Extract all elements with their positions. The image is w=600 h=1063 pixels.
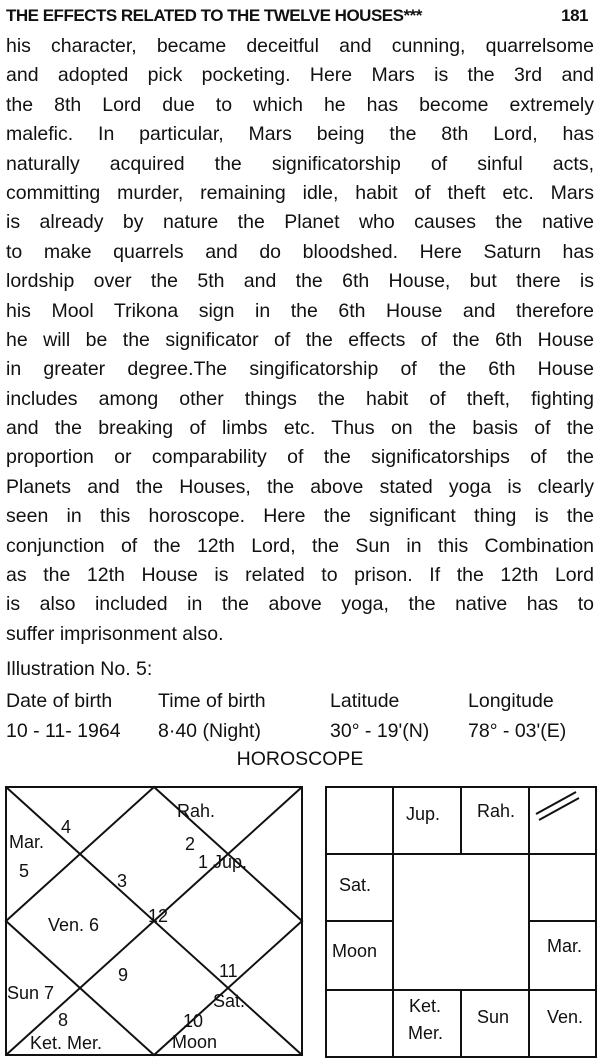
label-mar: Mar. <box>9 832 45 852</box>
paragraph-line: his Mool Trikona sign in the 6th House and therefore <box>6 299 594 322</box>
birth-data-values <box>6 720 596 746</box>
paragraph-line: in greater degree.The singificatorship of the 6th House <box>6 358 594 381</box>
running-header <box>6 4 594 28</box>
cell-sat: Sat. <box>339 875 372 895</box>
label-ket-mer: Ket. Mer. <box>30 1033 103 1053</box>
paragraph-line: is also included in the above yoga, the native has to <box>6 593 594 616</box>
cell-ket: Ket. <box>409 996 442 1016</box>
label-house-4: 4 <box>61 817 72 837</box>
paragraph-line: includes among other things the habit of theft, fighting <box>6 387 594 410</box>
label-house-10: 10 <box>183 1011 204 1031</box>
cell-mer: Mer. <box>408 1023 444 1043</box>
value-time-of-birth: 8·40 (Night) <box>158 720 261 742</box>
label-ven-6: Ven. 6 <box>48 915 100 935</box>
value-latitude: 30° - 19'(N) <box>330 720 430 742</box>
header-time-of-birth: Time of birth <box>158 690 266 712</box>
paragraph-line: he will be the significator of the effects of the 6th House <box>6 328 594 351</box>
paragraph-line: and the breaking of limbs etc. Thus on the basis of the <box>6 417 594 440</box>
paragraph-line: his character, became deceitful and cunning, quarrelsome <box>6 35 594 57</box>
paragraph-line: lordship over the 5th and the 6th House, but there is <box>6 270 594 293</box>
paragraph-line: the 8th Lord due to which he has become extremely <box>6 93 594 116</box>
paragraph-line: naturally acquired the significatorship of sinful acts, <box>6 152 594 175</box>
label-sat: Sat. <box>213 991 246 1011</box>
birth-data-headers <box>6 690 596 716</box>
illustration-label: Illustration No. 5: <box>6 658 153 680</box>
cell-rah: Rah. <box>477 801 516 821</box>
label-moon: Moon <box>172 1032 218 1052</box>
cell-mar: Mar. <box>547 936 583 956</box>
cell-jup: Jup. <box>406 804 441 824</box>
label-house-2: 2 <box>185 834 196 854</box>
south-indian-horoscope-chart <box>320 780 600 1063</box>
label-sun-7: Sun 7 <box>7 983 55 1003</box>
north-indian-horoscope-chart <box>0 780 310 1063</box>
label-house-3: 3 <box>117 871 128 891</box>
page-number: 181 <box>561 6 588 25</box>
paragraph-line: is already by nature the Planet who causes the native <box>6 211 594 234</box>
paragraph-line: proportion or comparability of the significatorships of the <box>6 446 594 469</box>
label-rah: Rah. <box>177 801 216 821</box>
cell-sun: Sun <box>477 1007 510 1027</box>
label-house-1-jup: 1 Jup. <box>198 852 248 872</box>
paragraph-line: suffer imprisonment also. <box>6 622 224 645</box>
label-house-5: 5 <box>19 861 30 881</box>
cell-moon: Moon <box>332 941 378 961</box>
cell-ven: Ven. <box>547 1007 584 1027</box>
value-longitude: 78° - 03'(E) <box>468 720 567 742</box>
paragraph-line: conjunction of the 12th Lord, the Sun in this Combination <box>6 534 594 557</box>
header-title: THE EFFECTS RELATED TO THE TWELVE HOUSES*** <box>6 6 422 25</box>
paragraph-line: and adopted pick pocketing. Here Mars is the 3rd and <box>6 64 594 87</box>
label-house-9: 9 <box>118 965 129 985</box>
body-paragraph <box>6 32 594 649</box>
paragraph-line: malefic. In particular, Mars being the 8th Lord, has <box>6 123 594 146</box>
header-date-of-birth: Date of birth <box>6 690 113 712</box>
paragraph-line: as the 12th House is related to prison. If the 12th Lord <box>6 564 594 587</box>
value-date-of-birth: 10 - 11- 1964 <box>6 720 121 742</box>
paragraph-line: seen in this horoscope. Here the significant thing is the <box>6 505 594 528</box>
paragraph-line: Planets and the Houses, the above stated yoga is clearly <box>6 475 594 498</box>
label-house-11: 11 <box>219 961 238 981</box>
horoscope-title: HOROSCOPE <box>236 748 364 770</box>
paragraph-line: committing murder, remaining idle, habit of theft etc. Mars <box>6 181 594 204</box>
label-house-8: 8 <box>58 1010 69 1030</box>
paragraph-line: to make quarrels and do bloodshed. Here Saturn has <box>6 240 594 263</box>
header-latitude: Latitude <box>330 690 400 712</box>
label-house-12: 12 <box>148 906 169 926</box>
header-longitude: Longitude <box>468 690 554 712</box>
